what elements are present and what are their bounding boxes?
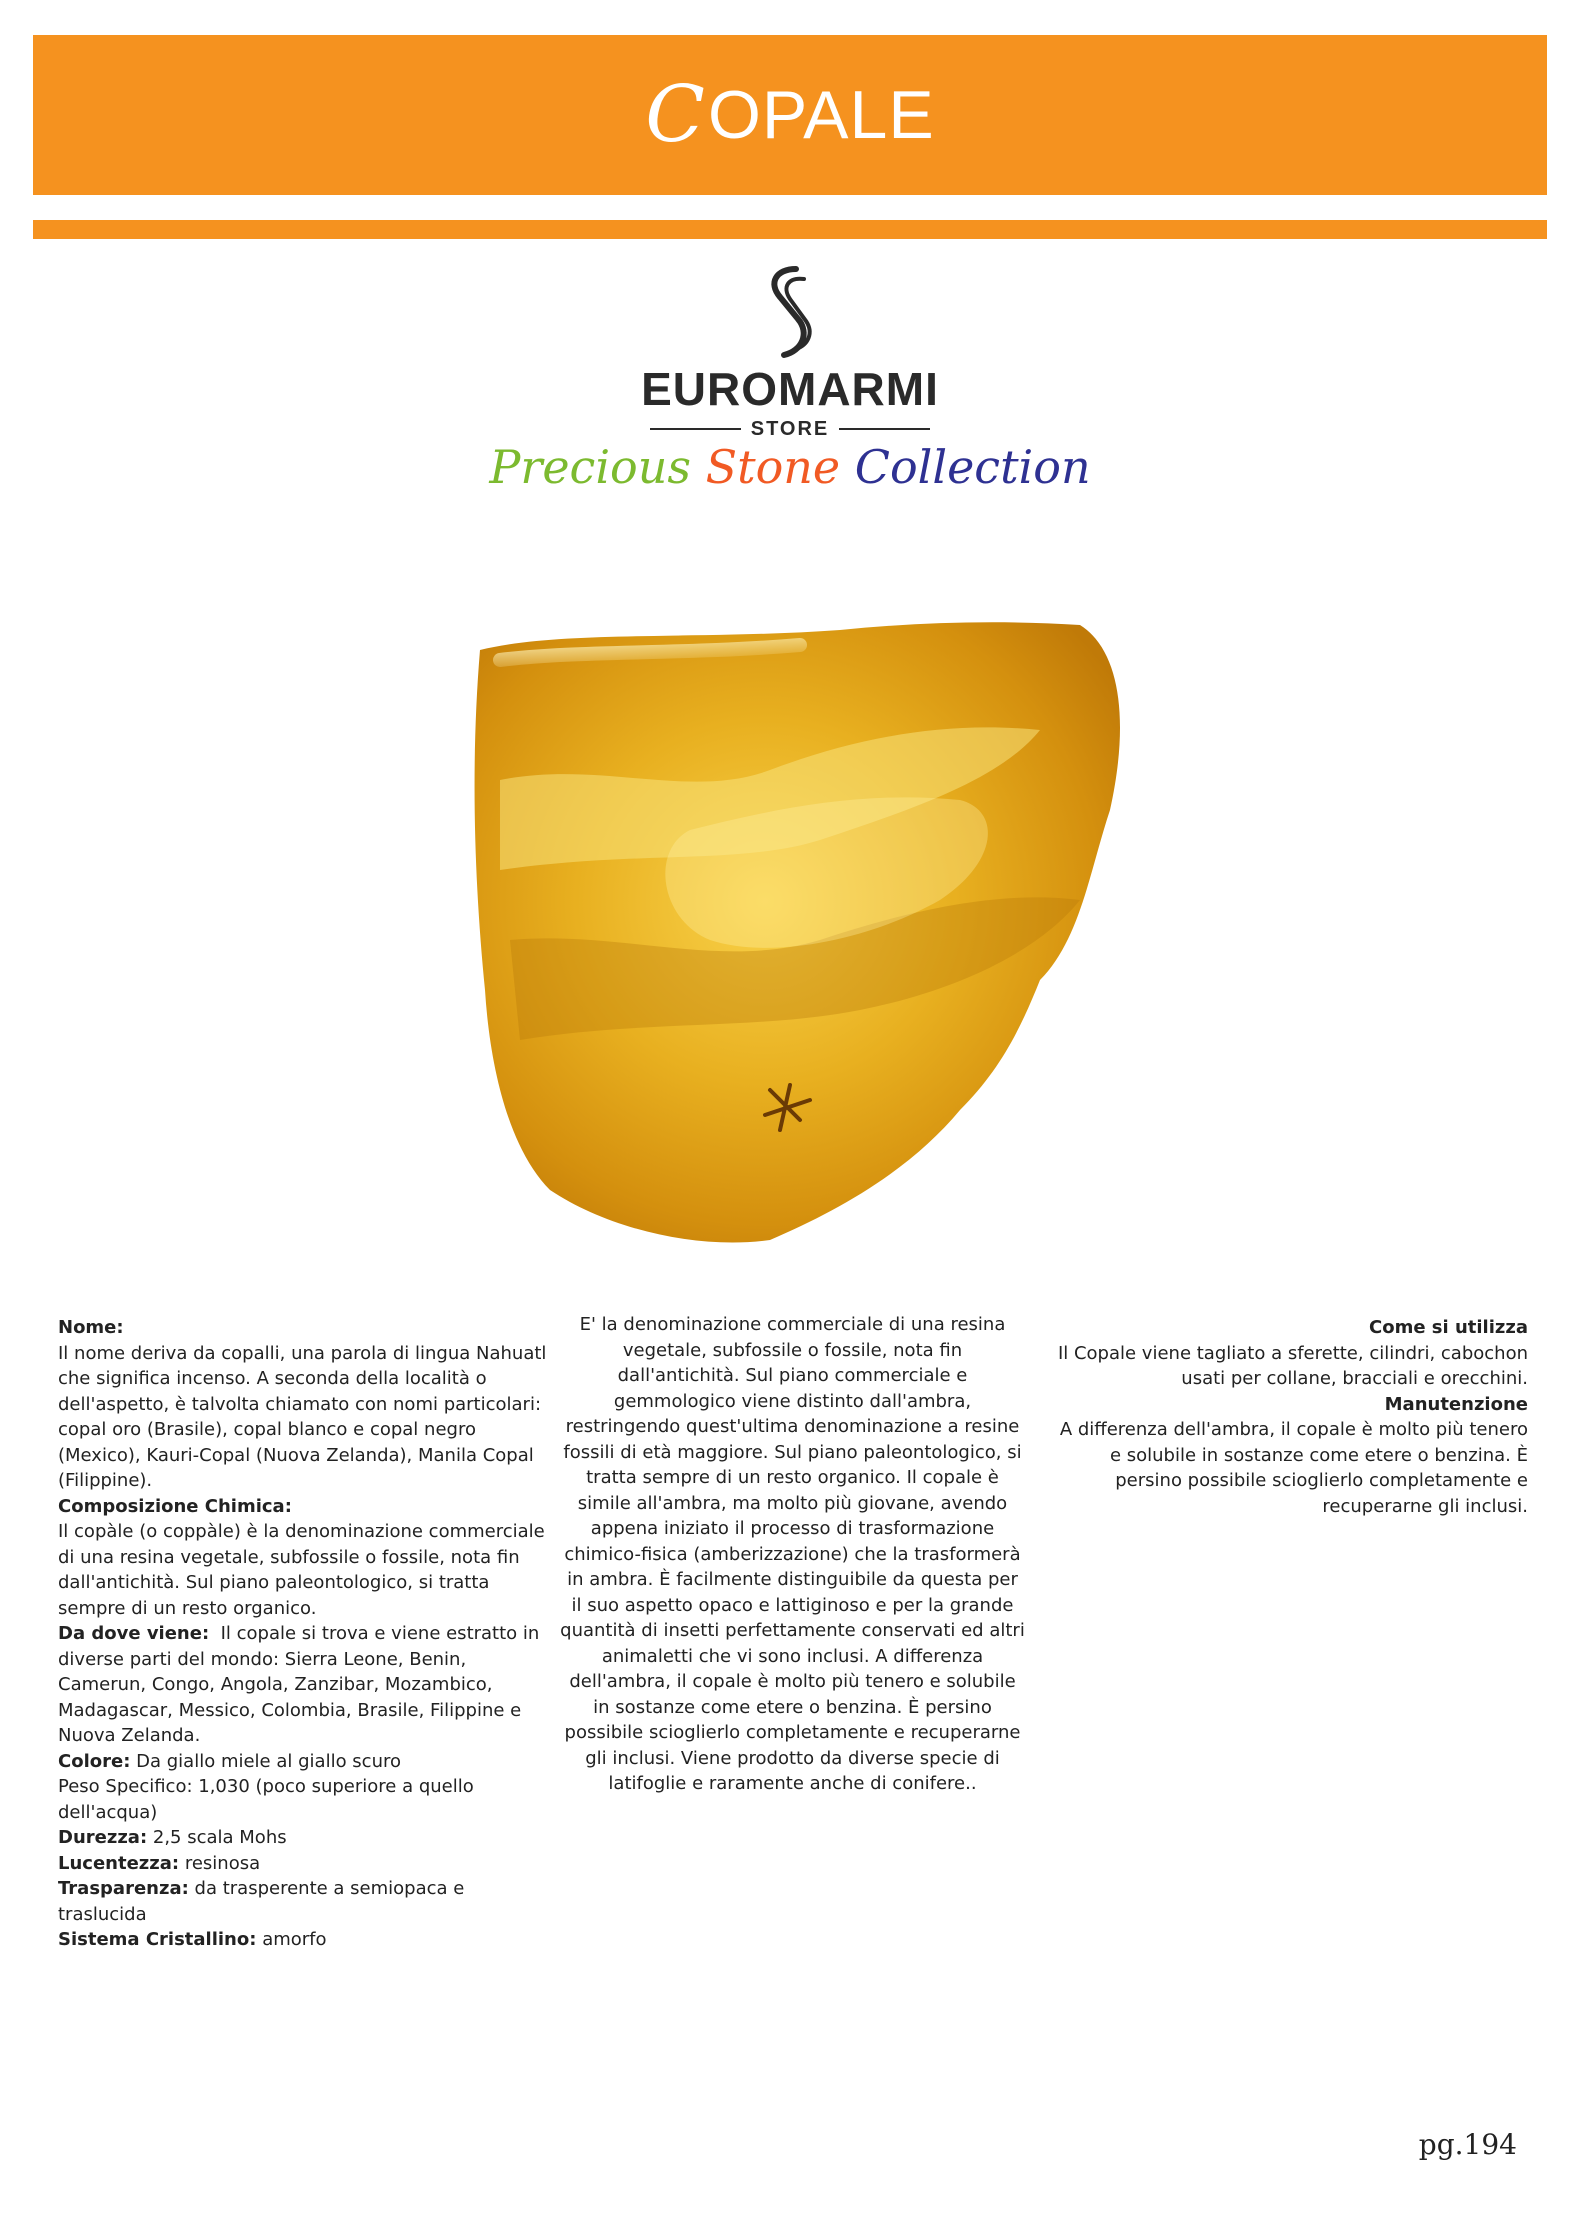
durezza-label: Durezza: <box>58 1827 148 1848</box>
composizione-label: Composizione Chimica: <box>58 1495 292 1517</box>
header-stripe <box>33 220 1547 239</box>
trasparenza-label: Trasparenza: <box>58 1878 189 1899</box>
title-rest: OPALE <box>707 77 935 153</box>
nome-label: Nome: <box>58 1317 124 1338</box>
composizione-text: Il copàle (o coppàle) è la denominazione commerciale di una resina vegetale, subfossile o fossile, nota fin dall'antichità. Sul piano paleontologico, si tratta sempre di un resto organico. <box>58 1521 545 1619</box>
uso-text: Il Copale viene tagliato a sferette, cilindri, cabochon usati per collane, bracciali e orecchini. <box>1057 1342 1528 1389</box>
column-usage <box>1048 1315 1528 1519</box>
provenienza-text: Il copale si trova e viene estratto in diverse parti del mondo: Sierra Leone, Benin, Camerun, Congo, Angola, Zanzibar, Mozambico, Madagascar, Messico, Colombia, Brasile, Filippine e Nuova Zelanda. <box>58 1623 540 1746</box>
nome-text: Il nome deriva da copalli, una parola di lingua Nahuatl che significa incenso. A seconda della località o dell'aspetto, è talvolta chiamato con nomi particolari: copal oro (Brasile), copal blanco e copal negro (Mexico), Kauri-Copal (Nuova Zelanda), Manila Copal (Filippine). <box>58 1342 547 1491</box>
header-band <box>33 35 1547 195</box>
collection-word-3: Collection <box>854 440 1091 494</box>
store-rule-right <box>839 428 930 430</box>
provenienza-label: Da dove viene: <box>58 1623 210 1644</box>
copal-stone-image <box>440 610 1140 1260</box>
uso-label: Come si utilizza <box>1369 1317 1528 1338</box>
colore-text: Da giallo miele al giallo scuro <box>136 1750 401 1772</box>
sistema-label: Sistema Cristallino: <box>58 1929 257 1950</box>
manutenzione-label: Manutenzione <box>1384 1393 1528 1415</box>
title-initial: C <box>645 70 706 160</box>
store-rule-left <box>650 428 741 430</box>
store-label: STORE <box>750 417 830 440</box>
description-text: E' la denominazione commerciale di una resina vegetale, subfossile o fossile, nota fin dall'antichità. Sul piano commerciale e gemmologico viene distinto dall'ambra, restringendo quest'ultima denominazione a resine fossili di età maggiore. Sul piano paleontologico, si tratta sempre di un resto organico. Il copale è simile all'ambra, ma molto più giovane, avendo appena iniziato il processo di trasformazione chimico-fisica (amberizzazione) che la trasformerà in ambra. È facilmente distinguibile da questa per il suo aspetto opaco e lattiginoso e per la grande quantità di insetti perfettamente conservati ed altri animaletti che vi sono inclusi. A differenza dell'ambra, il copale è molto più tenero e solubile in sostanze come etere o benzina. È persino possibile scioglierlo completamente e recuperarne gli inclusi. Viene prodotto da diverse specie di latifoglie e raramente anche di conifere.. <box>560 1314 1025 1794</box>
peso-specifico-text: Peso Specifico: 1,030 (poco superiore a quello dell'acqua) <box>58 1776 474 1823</box>
durezza-text: 2,5 scala Mohs <box>152 1827 287 1848</box>
page-number: pg.194 <box>1418 2128 1517 2161</box>
brand-name: EUROMARMI <box>641 363 939 415</box>
lucentezza-text: resinosa <box>184 1852 261 1874</box>
collection-word-2: Stone <box>705 440 841 494</box>
column-description <box>560 1312 1025 1797</box>
sistema-text: amorfo <box>262 1929 327 1950</box>
store-line <box>650 417 930 441</box>
collection-word-1: Precious <box>489 440 691 494</box>
collection-tagline <box>0 440 1580 494</box>
manutenzione-text: A differenza dell'ambra, il copale è molto più tenero e solubile in sostanze come etere o benzina. È persino possibile scioglierlo completamente e recuperarne gli inclusi. <box>1059 1419 1528 1517</box>
page-title <box>33 35 1547 195</box>
column-properties <box>58 1315 558 1953</box>
logo-s-icon <box>758 265 818 365</box>
lucentezza-label: Lucentezza: <box>58 1852 180 1874</box>
brand-logo <box>0 265 1580 515</box>
colore-label: Colore: <box>58 1750 131 1772</box>
trasparenza-text: da trasperente a semiopaca e traslucida <box>58 1878 465 1925</box>
